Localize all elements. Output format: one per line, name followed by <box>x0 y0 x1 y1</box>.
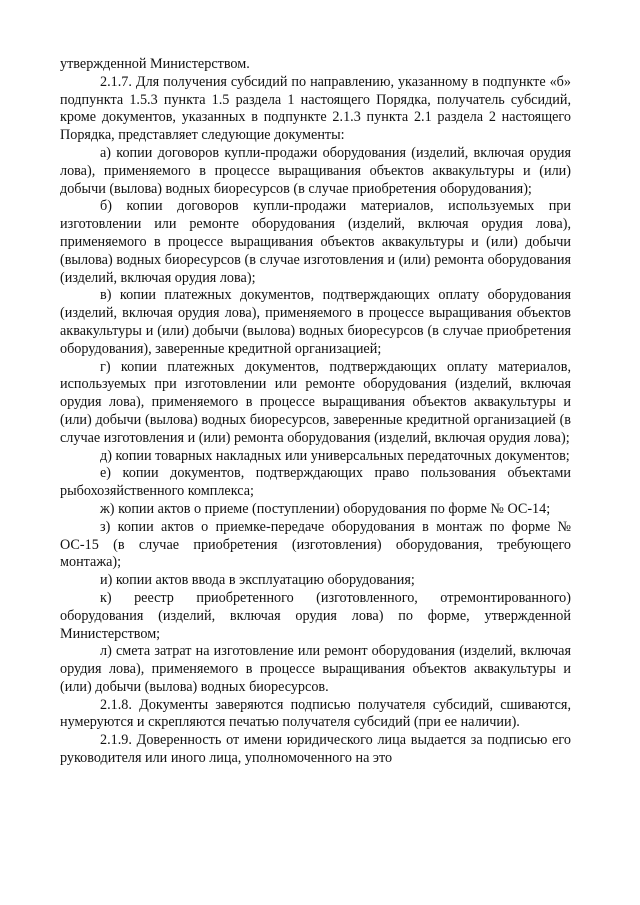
list-item-z: з) копии актов о приемке-передаче оборудования в монтаж по форме № ОС-15 (в случае приобретения (изготовления) оборудования, требующего монтажа); <box>60 518 571 571</box>
list-item-i: и) копии актов ввода в эксплуатацию оборудования; <box>100 572 415 589</box>
list-item-g: г) копии платежных документов, подтверждающих оплату материалов, используемых при изготовлении или ремонте оборудования (изделий, включая орудия лова), применяемого в процессе выращивания объектов аквакультуры и (или) добычи (вылова) водных биоресурсов, заверенные кредитной организацией (в случае изготовления и (или) ремонта оборудования (изделий, включая орудия лова); <box>60 358 571 446</box>
paragraph-continuation: утвержденной Министерством. <box>60 56 250 72</box>
document-body <box>60 56 571 768</box>
list-item-e: е) копии документов, подтверждающих право пользования объектами рыбохозяйственного комплекса; <box>60 465 571 500</box>
list-item-a: а) копии договоров купли-продажи оборудования (изделий, включая орудия лова), применяемого в процессе выращивания объектов аквакультуры и (или) добычи (вылова) водных биоресурсов (в случае приобретения оборудования); <box>60 144 571 197</box>
list-item-b: б) копии договоров купли-продажи материалов, используемых при изготовлении или ремонте оборудования (изделий, включая орудия лова), применяемого в процессе выращивания объектов аквакультуры и (или) добычи (вылова) водных биоресурсов (в случае изготовления и (или) ремонта оборудования (изделий, включая орудия лова); <box>60 198 571 286</box>
paragraph-2-1-8: 2.1.8. Документы заверяются подписью получателя субсидий, сшиваются, нумеруются и скрепляются печатью получателя субсидий (при ее наличии). <box>60 696 571 731</box>
list-item-zh: ж) копии актов о приеме (поступлении) оборудования по форме № ОС-14; <box>100 500 551 517</box>
list-item-v: в) копии платежных документов, подтверждающих оплату оборудования (изделий, включая орудия лова), применяемого в процессе выращивания объектов аквакультуры и (или) добычи (вылова) водных биоресурсов (в случае приобретения оборудования), заверенные кредитной организацией; <box>60 287 571 357</box>
list-item-k: к) реестр приобретенного (изготовленного, отремонтированного) оборудования (изделий, включая орудия лова) по форме, утвержденной Министерством; <box>60 589 571 642</box>
paragraph-2-1-7: 2.1.7. Для получения субсидий по направлению, указанному в подпункте «б» подпункта 1.5.3 пункта 1.5 раздела 1 настоящего Порядка, получатель субсидий, кроме документов, указанных в подпункте 2.1.3 пункта 2.1 раздела 2 настоящего Порядка, представляет следующие документы: <box>60 73 571 144</box>
paragraph-2-1-9: 2.1.9. Доверенность от имени юридического лица выдается за подписью его руководителя или иного лица, уполномоченного на это <box>60 732 571 767</box>
list-item-l: л) смета затрат на изготовление или ремонт оборудования (изделий, включая орудия лова), применяемого в процессе выращивания объектов аквакультуры и (или) добычи (вылова) водных биоресурсов. <box>60 643 571 695</box>
list-item-d: д) копии товарных накладных или универсальных передаточных документов; <box>100 447 570 464</box>
